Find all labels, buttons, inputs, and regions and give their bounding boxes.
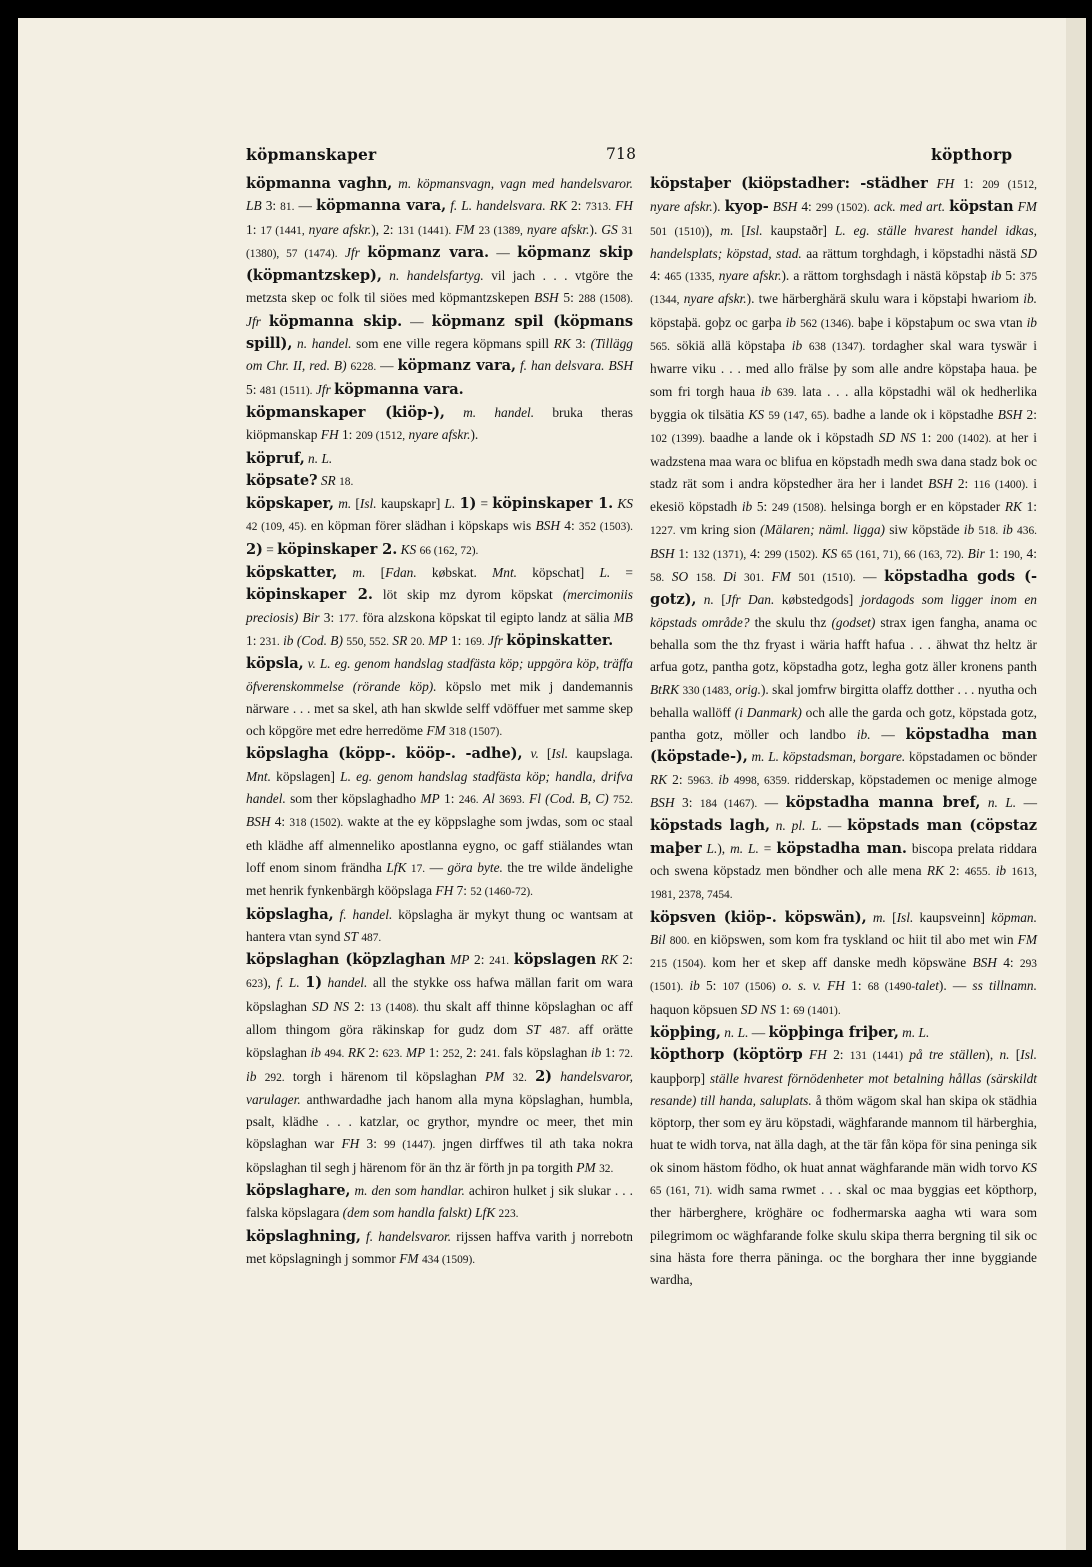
dictionary-entry: köpsla, v. L. eg. genom handslag stadfästa köp; uppgöra köp, träffa öfverenskommelse (rörande köp). köpslo met mik j dandemannis närware . . . met sa skel, ath han skwlde selff vdöffuer met samme skep och köpgöre met edre herredöme FM 318 (1507). — [246, 655, 633, 739]
dictionary-entry: köpskaper, m. [Isl. kaupskapr] L. 1) = köpinskaper 1. KS 42 (109, 45). en köpman förer slädhan i köpskaps wis BSH 4: 352 (1503). 2) = köpinskaper 2. KS 66 (162, 72). — [246, 495, 633, 558]
dictionary-entry: köpslaghning, f. handelsvaror. rijssen haffva varith j norrebotn met köpslagningh j sommor FM 434 (1509). — [246, 1227, 633, 1266]
header-first-word: köpmanskaper — [246, 145, 377, 164]
dictionary-entry: köpsate? SR 18. — [246, 471, 354, 489]
dictionary-entry: köpslaghan (köpzlaghan MP 2: 241. köpslagen RK 2: 623), f. L. 1) handel. all the stykke oss hafwa mällan farit om wara köpslaghan SD NS 2: 13 (1408). thu skalt aff thinne köpslaghan oc aff allom thingom göra räkinskap for gudz dom ST 487. aff orätte köpslaghan ib 494. RK 2: 623. MP 1: 252, 2: 241. fals köpslaghan ib 1: 72. ib 292. torgh i härenom til köpslaghan PM 32. 2) handelsvaror, varulager. anthwardadhe jach hanom alla myna köpslaghan, humbla, psalt, klädhe . . . katzlar, oc grythor, myndre oc meer, thet min köpslaghan war FH 3: 99 (1447). jngen dirffwes til ath taka nokra köpslaghan til segh j härenom för än thz är förth jn pa torgith PM 32. — [246, 951, 633, 1175]
right-column — [650, 173, 1037, 1292]
dictionary-entry: köpslagha, f. handel. köpslagha är mykyt thung oc wantsam at hantera vtan synd ST 487. — [246, 905, 633, 944]
header-last-word: köpthorp — [931, 145, 1013, 164]
page-edge — [1066, 18, 1086, 1550]
left-column — [246, 173, 633, 1271]
dictionary-entry: köpþing, n. L. — köpþinga friþer, m. L. — [650, 1023, 930, 1041]
dictionary-entry: köpsven (kiöp-. köpswän), m. [Isl. kaupsveinn] köpman. Bil 800. en kiöpswen, som kom fra tyskland oc hiit til abo met win FM 215 (1504). kom her et skep aff danske medh köpswäne BSH 4: 293 (1501). ib 5: 107 (1506) o. s. v. FH 1: 68 (1490-talet). — ss tillnamn. haquon köpsuen SD NS 1: 69 (1401). — [650, 908, 1037, 1017]
dictionary-entry: köpstaþer (kiöpstadher: -städher FH 1: 209 (1512, nyare afskr.). kyop- BSH 4: 299 (1502). ack. med art. köpstan FM 501 (1510)), m. [Isl. kaupstaðr] L. eg. ställe hvarest handel idkas, handelsplats; köpstad, stad. aa rättum torghdagh, i köpstadhi nästä SD 4: 465 (1335, nyare afskr.). a rättom torghsdagh i nästä köpstaþ ib 5: 375 (1344, nyare afskr.). twe härberghärä skulu wara i köpstaþi hwariom ib. köpstaþä. goþz oc garþa ib 562 (1346). baþe i köpstaþum oc swa vtan ib 565. sökiä allä köpstaþa ib 638 (1347). tordagher skal wara tyswär i hwarre viku . . . med allo frälse þy som alle andre köpstaþa haua. þe som fri torgh haua ib 639. lata . . . alla köpstadhi wäl ok hedherlika byggia ok tilsätia KS 59 (147, 65). badhe a lande ok i köpstadhe BSH 2: 102 (1399). baadhe a lande ok i köpstadh SD NS 1: 200 (1402). at her i wadzstena maa wara oc blifua en köpstadh medh swa dana stadz bok oc stadz rät som i andra köpstedher ära her i landet BSH 2: 116 (1400). i ekesiö köpstadh ib 5: 249 (1508). helsinga borgh er en köpstader RK 1: 1227. vm kring sion (Mälaren; näml. ligga) siw köpstäde ib 518. ib 436. BSH 1: 132 (1371), 4: 299 (1502). KS 65 (161, 71), 66 (163, 72). Bir 1: 190, 4: 58. SO 158. Di 301. FM 501 (1510). — köpstadha gods (-gotz), n. [Jfr Dan. købstedgods] jordagods som ligger inom en köpstads område? the skulu thz (godset) strax igen fangha, anama oc behalla som the thz fryast i wäria hafft hafua . . . ähwat thz heltz är arfua gotz, pantha gotz, köpstadha gotz, legha gotz äller kronens panth BtRK 330 (1483, orig.). skal jomfrw birgitta olaffz dotther . . . nyutha och behalla wallöff (i Danmark) och alle the garda och gotz, köpstada gotz, pantha gotz, möller och landbo ib. — köpstadha man (köpstade-), m. L. köpstadsman, borgare. köpstadamen oc bönder RK 2: 5963. ib 4998, 6359. ridderskap, köpstademen oc menige almoge BSH 3: 184 (1467). — köpstadha manna bref, n. L. — köpstads lagh, n. pl. L. — köpstads man (cöpstaz maþer L.), m. L. = köpstadha man. biscopa prelata riddara och swena köpstadz men böndher och alle mena RK 2: 4655. ib 1613, 1981, 2378, 7454. — [650, 175, 1038, 902]
dictionary-entry: köpruf, n. L. — [246, 449, 333, 467]
dictionary-entry: köpskatter, m. [Fdan. købskat. Mnt. köpschat] L. = köpinskaper 2. löt skip mz dyrom köpskat (mercimoniis preciosis) Bir 3: 177. föra alzskona köpskat til egipto landz at sälia MB 1: 231. ib (Cod. B) 550, 552. SR 20. MP 1: 169. Jfr köpinskatter. — [246, 564, 633, 649]
dictionary-entry: köpthorp (köptörp FH 2: 131 (1441) på tre ställen), n. [Isl. kaupþorp] ställe hvarest förnödenheter mot betalning hållas (särskildt resande) till handa, saluplats. å thöm wägom skal han skipa ok städhia köptorp, ther som ey äru köpstadi, wäghfarande mannom til härberghia, huat te widh torva, nat älla dagh, at the tär fån köpa för sina peninga sik ok sinom hästom födho, ok huat annat wäghfarande män widh torvo KS 65 (161, 71). widh sama rwmet . . . skal oc maa byggias eet köpthorp, ther härberghere, kröghäre oc fodhermarska aagha wti wara som pilegrimom oc wäghfarande folke skulu skipa therra bergning til sik oc sina hästa fore therra päninga. oc the borghara ther inne byggiande wardha, — [650, 1046, 1037, 1288]
dictionary-entry: köpmanna vaghn, m. köpmansvagn, vagn med handelsvaror. LB 3: 81. — köpmanna vara, f. L. handelsvara. RK 2: 7313. FH 1: 17 (1441, nyare afskr.), 2: 131 (1441). FM 23 (1389, nyare afskr.). GS 31 (1380), 57 (1474). Jfr köpmanz vara. — köpmanz skip (köpmantzskep), n. handelsfartyg. vil jach . . . vtgöre the metzsta skep oc folk til siöes med köpmantzskepen BSH 5: 288 (1508). Jfr köpmanna skip. — köpmanz spil (köpmans spill), n. handel. som ene ville regera köpmans spill RK 3: (Tillägg om Chr. II, red. B) 6228. — köpmanz vara, f. han delsvara. BSH 5: 481 (1511). Jfr köpmanna vara. — [246, 175, 634, 398]
dictionary-entry: köpslagha (köpp-. kööp-. -adhe), v. [Isl. kaupslaga. Mnt. köpslagen] L. eg. genom handslag stadfästa köp; handla, drifva handel. som ther köpslaghadho MP 1: 246. Al 3693. Fl (Cod. B, C) 752. BSH 4: 318 (1502). wakte at the ey köppslaghe som jwdas, som oc staal eth klädhe aff almenneliko apostlanna eygno, oc gaff stiälandes wtan loff enom sinom frändha LfK 17. — göra byte. the tre wilde ändelighe met henrik fynkenbärgh kööpslaga FH 7: 52 (1460-72). — [246, 745, 633, 899]
dictionary-entry: köpslaghare, m. den som handlar. achiron hulket j sik slukar . . . falska köpslagara (dem som handla falskt) LfK 223. — [246, 1182, 633, 1221]
page-number: 718 — [606, 145, 637, 163]
dictionary-entry: köpmanskaper (kiöp-), m. handel. bruka theras kiöpmanskap FH 1: 209 (1512, nyare afskr.). — [246, 403, 633, 443]
dictionary-page — [18, 18, 1086, 1550]
